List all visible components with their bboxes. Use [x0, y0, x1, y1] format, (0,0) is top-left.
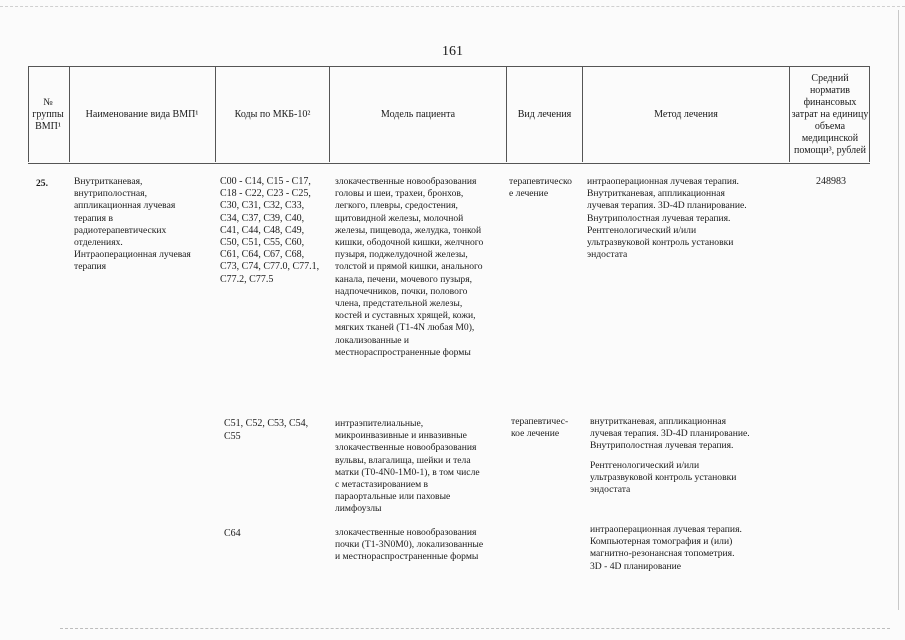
rule-6 [789, 66, 790, 162]
header-patient-model: Модель пациента [380, 109, 456, 120]
header-treatment-type: Вид лечения [517, 109, 572, 120]
row-patient-model: интраэпителиальные, микроинвазивные и инвазивные злокачественные новообразования вульвы, влагалища, шейки и тела матки (T0-4N0-1M0-1), в том числе с метастазированием в параортальные или паховые лимфоузлы [335, 418, 480, 515]
rule-5 [582, 66, 583, 162]
row-codes: С00 - С14, С15 - С17, С18 - С22, С23 - С25, С30, С31, С32, С33, С34, С37, С39, С40, С41, С44, С48, С49, С50, С51, С55, С60, С61, С64, С67, С68, С73, С74, С77.0, С77.1, С77.2, С77.5 [220, 176, 320, 285]
header-codes: Коды по МКБ-10² [234, 109, 311, 120]
row-method: интраоперационная лучевая терапия. Компьютерная томография и (или) магнитно-резонансная топометрия. 3D - 4D планирование [590, 524, 742, 572]
row-patient-model: злокачественные новообразования головы и шеи, трахеи, бронхов, легкого, плевры, средостения, щитовидной железы, молочной железы, пищевода, желудка, тонкой кишки, ободочной кишки, желчного пузыря, поджелудочной железы, толстой и прямой кишки, анального канала, печени, мочевого пузыря, надпочечников, почки, полового члена, предстательной железы, костей и суставных хрящей, кожи, мягких тканей (T1-4N любая M0), локализованные и местнораспространенные формы [335, 176, 484, 358]
table-header [28, 66, 870, 164]
rule-1 [69, 66, 70, 162]
scan-edge-bottom [60, 628, 890, 630]
header-name: Наименование вида ВМП¹ [85, 109, 199, 120]
page-number: 161 [442, 44, 463, 59]
row-method-part-b: Рентгенологический и/или ультразвуковой контроль установки эндостата [590, 460, 737, 496]
row-method-part-a: внутритканевая, аппликационная лучевая терапия. 3D-4D планирование. Внутриполостная лучевая терапия. [590, 416, 750, 452]
row-treatment-type: терапевтичес- кое лечение [511, 416, 569, 440]
header-group-number: № группы ВМП¹ [32, 97, 64, 132]
scan-edge-right [898, 10, 899, 610]
row-norm: 248983 [816, 176, 846, 187]
row-patient-model: злокачественные новообразования почки (T1-3N0M0), локализованные и местнораспространенные формы [335, 527, 484, 563]
rule-4 [506, 66, 507, 162]
row-method: интраоперационная лучевая терапия. Внутритканевая, аппликационная лучевая терапия. 3D-4D планирование. Внутриполостная лучевая терапия. Рентгенологический и/или ультразвуковой контроль установки эндостата [587, 176, 747, 261]
rule-3b [329, 66, 330, 162]
rule-right [869, 66, 870, 162]
row-group-number: 25. [36, 178, 48, 189]
row-name: Внутритканевая, внутриполостная, аппликационная лучевая терапия в радиотерапевтических отделениях. Интраоперационная лучевая терапия [74, 176, 191, 273]
header-method: Метод лечения [654, 109, 718, 120]
rule-2 [215, 66, 216, 162]
rule-left [28, 66, 29, 162]
scan-edge-top [0, 6, 905, 9]
row-treatment-type: терапевтическо е лечение [509, 176, 572, 200]
header-norm: Средний норматив финансовых затрат на единицу объема медицинской помощи³, рублей [791, 73, 869, 156]
row-codes: С64 [224, 528, 241, 539]
row-codes: С51, С52, С53, С54, С55 [224, 418, 309, 442]
